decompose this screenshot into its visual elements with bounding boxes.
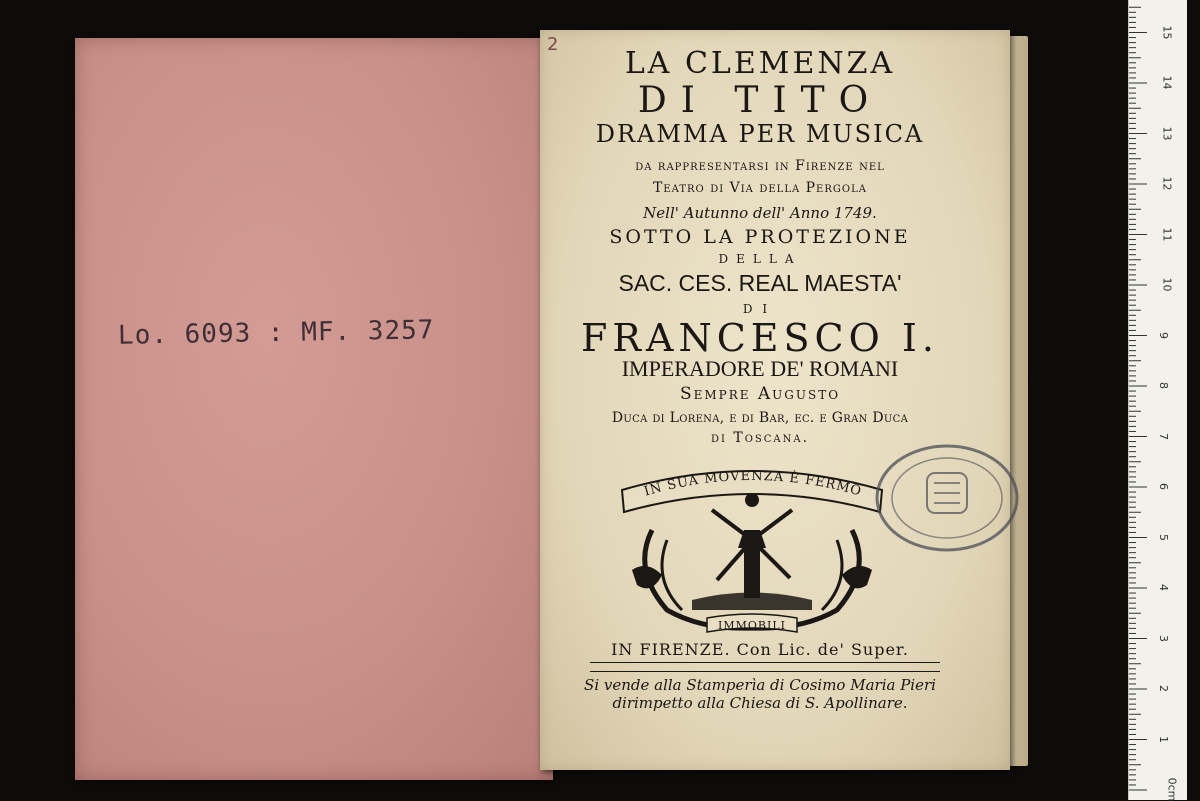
protection-line: SOTTO LA PROTEZIONE [609, 226, 911, 248]
ruler-label: 2 [1157, 685, 1170, 692]
emblem-motto: IN SUA MOVENZA È FERMO [642, 468, 864, 500]
ruler-label: 6 [1157, 483, 1170, 490]
monarch-name: FRANCESCO I. [581, 316, 939, 360]
di-line: DI [742, 302, 778, 316]
pink-cover [75, 38, 553, 780]
ruler-label: 9 [1157, 331, 1170, 339]
ruler-label: 0cm [1165, 777, 1179, 801]
ruler-label: 12 [1160, 176, 1174, 191]
emblem-base-motto: IMMOBILI [718, 619, 786, 632]
shelfmark-annotation: Lo. 6093 : MF. 3257 [117, 315, 435, 351]
ruler-label: 15 [1160, 25, 1174, 39]
double-rule-bottom [590, 671, 940, 672]
emperor-line: IMPERADORE DE' ROMANI [621, 356, 899, 381]
ruler-label: 7 [1157, 432, 1170, 440]
imprint-line: IN FIRENZE. Con Lic. de' Super. [611, 640, 909, 659]
double-rule-top [590, 662, 940, 663]
ruler-label: 5 [1157, 533, 1170, 541]
library-stamp [872, 438, 1022, 558]
printer-device-emblem [612, 460, 892, 640]
ruler-label: 13 [1160, 126, 1174, 140]
measurement-ruler [1128, 0, 1187, 800]
ruler-label: 14 [1160, 75, 1174, 90]
title-line-1: LA CLEMENZA [624, 46, 896, 81]
ruler-label: 1 [1157, 735, 1170, 743]
sempre-augusto-line: Sempre Augusto [679, 384, 841, 404]
ruler-label: 10 [1160, 277, 1174, 292]
folio-number: 2 [547, 34, 559, 55]
duke-line-2: di Toscana. [710, 430, 810, 446]
ruler-label: 4 [1157, 584, 1170, 591]
page-edge [1008, 36, 1028, 766]
ruler-label: 8 [1157, 382, 1170, 389]
della-line: DELLA [718, 252, 802, 266]
majesty-line: SAC. CES. REAL MAESTA' [618, 270, 902, 296]
duke-line-1: Duca di Lorena, e di Bar, ec. e Gran Duca [611, 410, 909, 426]
season-line: Nell' Autunno dell' Anno 1749. [643, 204, 877, 222]
seller-line-1: Si vende alla Stamperìa di Cosimo Maria Pieri [584, 676, 936, 694]
seller-line-2: dirimpetto alla Chiesa di S. Apollinare. [612, 694, 908, 712]
genre: DRAMMA PER MUSICA [595, 120, 925, 148]
ruler-ticks [1129, 0, 1187, 800]
ruler-label: 3 [1157, 634, 1170, 642]
performance-line-1: da rappresentarsi in Firenze nel [635, 158, 885, 174]
ruler-label: 11 [1160, 227, 1174, 241]
performance-line-2: Teatro di Via della Pergola [653, 180, 867, 196]
title-line-2: DI TITO [637, 80, 883, 121]
